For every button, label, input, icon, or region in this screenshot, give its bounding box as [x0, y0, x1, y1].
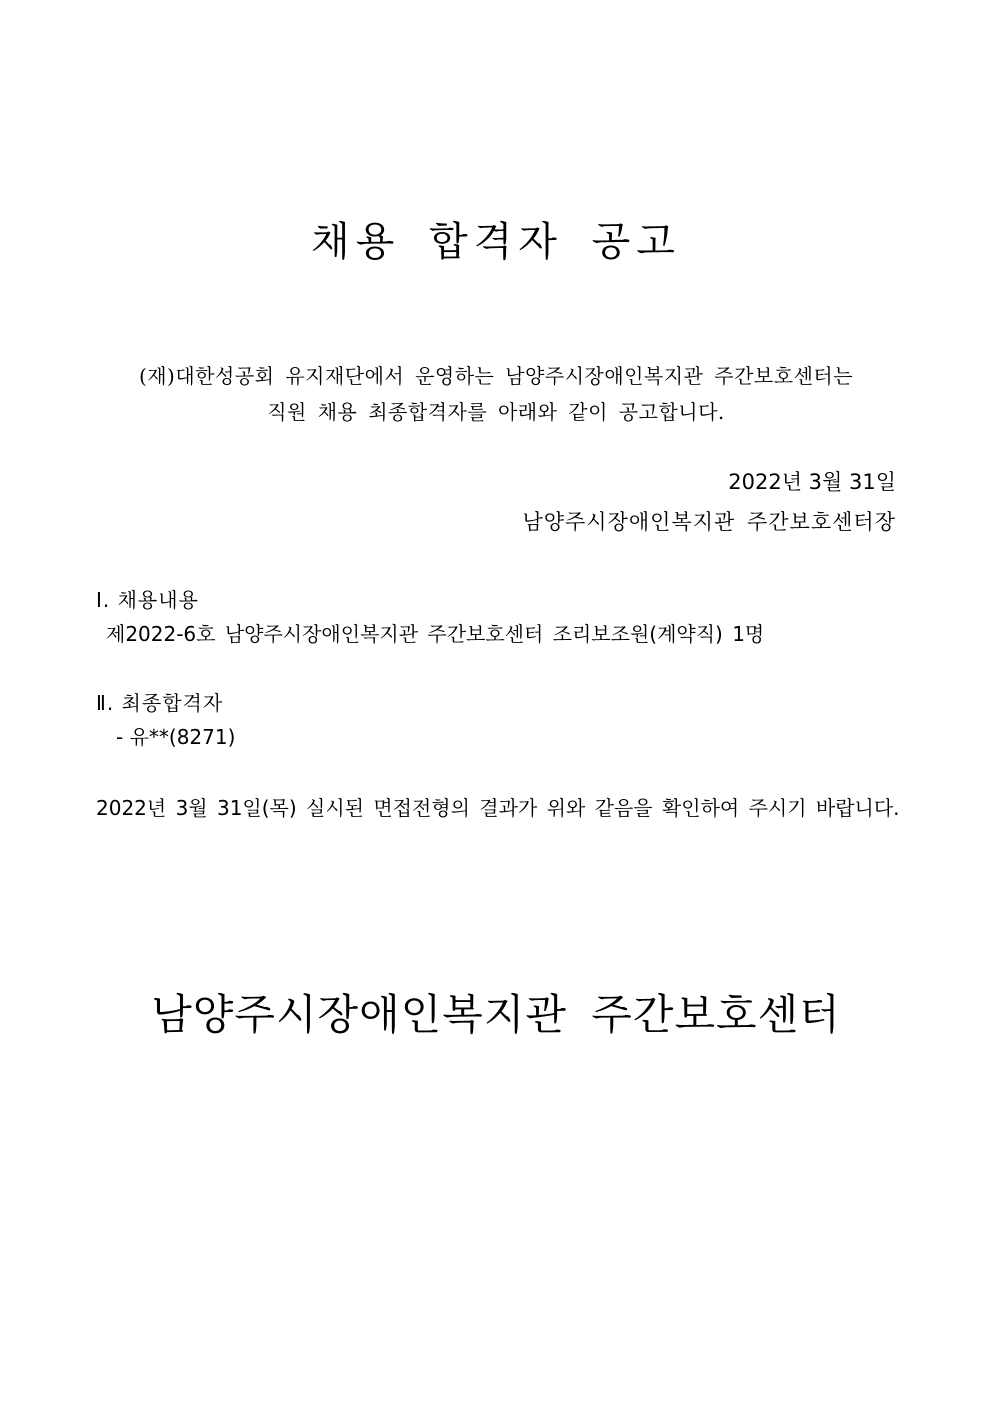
- section-content: 제2022-6호 남양주시장애인복지관 주간보호센터 조리보조원(계약직) 1명: [106, 622, 765, 646]
- intro-line-1: (재)대한성공회 유지재단에서 운영하는 남양주시장애인복지관 주간보호센터는: [138, 364, 854, 388]
- intro-paragraph: [60, 358, 932, 430]
- footer-organization: 남양주시장애인복지관 주간보호센터: [151, 990, 841, 1039]
- date-issuer-block: [522, 462, 896, 542]
- section-heading: Ⅰ. 채용내용: [96, 588, 199, 612]
- candidate-item: - 유**(8271): [116, 725, 236, 749]
- closing-statement: 2022년 3월 31일(목) 실시된 면접전형의 결과가 위와 같음을 확인하여 주시기 바랍니다.: [96, 796, 900, 820]
- intro-line-2: 직원 채용 최종합격자를 아래와 같이 공고합니다.: [267, 400, 725, 424]
- section-recruitment-details: [96, 583, 764, 651]
- section-heading: Ⅱ. 최종합격자: [96, 691, 224, 715]
- issuer-name: 남양주시장애인복지관 주간보호센터장: [522, 510, 896, 534]
- document-title: 채용 합격자 공고: [311, 219, 681, 265]
- announcement-date: 2022년 3월 31일: [728, 470, 896, 494]
- section-final-candidates: [96, 686, 235, 754]
